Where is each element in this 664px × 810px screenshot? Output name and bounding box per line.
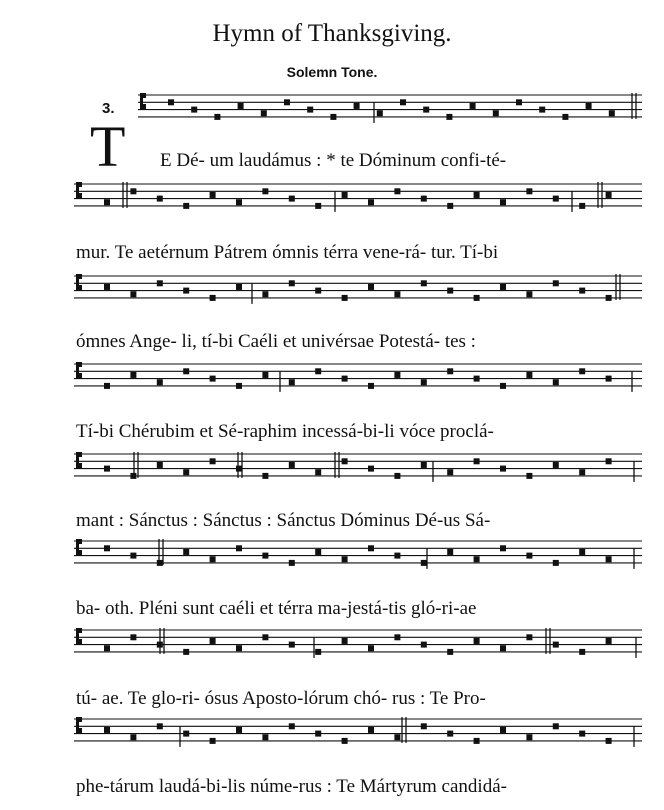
neume [553,462,559,468]
neume [400,99,406,105]
lyric-line: Tí-bi Chérubim et Sé-raphim incessá-bi-li vóce proclá- [76,421,494,442]
neume [526,372,532,378]
neume [130,734,136,740]
neume [368,727,374,733]
neume [500,727,506,733]
neume [474,738,480,744]
lyric-line: tú- ae. Te glo-ri- ósus Aposto-lórum chó- rus : Te Pro- [76,688,486,709]
neume [289,379,295,385]
neume [342,738,348,744]
neume [579,549,585,555]
neume [354,103,360,109]
neume [368,466,374,472]
neume [262,188,268,194]
neume [553,280,559,286]
neume [104,545,110,551]
neume [210,556,216,562]
neume [423,107,429,113]
neume [236,466,242,472]
neume [342,458,348,464]
neume [606,738,612,744]
do-clef-icon [76,362,82,378]
neume [315,469,321,475]
neume [289,280,295,286]
neume [262,734,268,740]
neume [447,549,453,555]
neume [104,645,110,651]
neume [342,192,348,198]
neume [526,473,532,479]
neume [262,634,268,640]
neume [307,107,313,113]
neume [157,723,163,729]
neume [421,462,427,468]
neume [210,192,216,198]
neume [606,638,612,644]
neume [157,560,163,566]
neume [157,462,163,468]
neume [210,376,216,382]
neume [262,553,268,559]
neume [606,295,612,301]
neume [446,114,452,120]
neume [474,556,480,562]
neume [500,545,506,551]
neume [330,114,336,120]
neume [368,199,374,205]
neume [183,288,189,294]
neume [526,734,532,740]
neume [474,376,480,382]
neume [342,295,348,301]
neume [262,291,268,297]
neume [500,645,506,651]
neume [210,638,216,644]
do-clef-icon [76,452,82,468]
neume [394,473,400,479]
neume [289,642,295,648]
neume [421,642,427,648]
neume [342,376,348,382]
neume [130,634,136,640]
neume [394,553,400,559]
lyric-line: E Dé- um laudámus : * te Dóminum confi-té- [160,150,507,171]
chant-staff-4 [0,356,664,404]
neume [421,723,427,729]
neume [421,196,427,202]
neume [130,291,136,297]
do-clef-icon [140,93,146,109]
neume [526,553,532,559]
chant-staff-7 [0,622,664,670]
neume [586,103,592,109]
neume [236,545,242,551]
neume [579,368,585,374]
neume [262,473,268,479]
neume [183,549,189,555]
tone-subtitle: Solemn Tone. [286,64,378,80]
neume [289,723,295,729]
chant-staff-6 [0,533,664,581]
neume [183,649,189,655]
neume [130,188,136,194]
neume [553,379,559,385]
neume [500,284,506,290]
lyric-line: mur. Te aetérnum Pátrem ómnis térra vene-rá- tur. Tí-bi [76,242,499,263]
neume [315,368,321,374]
neume [474,458,480,464]
neume [500,383,506,389]
neume [526,634,532,640]
neume [606,458,612,464]
neume [236,383,242,389]
neume [157,280,163,286]
neume [315,549,321,555]
hymn-title: Hymn of Thanksgiving. [212,20,452,47]
chant-staff-2 [0,176,664,224]
neume [261,110,267,116]
neume [474,638,480,644]
neume [562,114,568,120]
neume [130,473,136,479]
neume [315,203,321,209]
neume [104,383,110,389]
neume [284,99,290,105]
neume [421,379,427,385]
neume [606,556,612,562]
neume [183,368,189,374]
neume [474,192,480,198]
neume [368,545,374,551]
neume [315,731,321,737]
lyric-line: mant : Sánctus : Sánctus : Sánctus Dóminus Dé-us Sá- [76,510,491,531]
neume [214,114,220,120]
neume [421,560,427,566]
neume [168,99,174,105]
neume [447,203,453,209]
lyric-line: phe-tárum laudá-bi-lis núme-rus : Te Mártyrum candidá- [76,776,507,797]
neume [606,376,612,382]
neume [104,284,110,290]
neume [447,288,453,294]
neume [493,110,499,116]
neume [191,107,197,113]
neume [104,727,110,733]
neume [157,379,163,385]
neume [183,203,189,209]
neume [579,731,585,737]
neume [500,466,506,472]
lyric-line: ómnes Ange- li, tí-bi Caéli et univérsae Potestá- tes : [76,331,476,352]
do-clef-icon [76,628,82,644]
chant-staff-3 [0,268,664,316]
stanza-number: 3. [102,100,115,117]
neume [236,284,242,290]
neume [368,383,374,389]
neume [210,458,216,464]
neume [236,199,242,205]
do-clef-icon [76,274,82,290]
neume [236,645,242,651]
neume [368,645,374,651]
neume [157,642,163,648]
neume [394,291,400,297]
neume [315,288,321,294]
neume [289,560,295,566]
neume [539,107,545,113]
neume [470,103,476,109]
lyric-line: ba- oth. Pléni sunt caéli et térra ma-jestá-tis gló-ri-ae [76,598,477,619]
neume [130,372,136,378]
neume [447,469,453,475]
neume [368,284,374,290]
neume [183,731,189,737]
neume [553,560,559,566]
neume [342,556,348,562]
neume [236,727,242,733]
neume [447,649,453,655]
neume [394,634,400,640]
neume [579,469,585,475]
neume [516,99,522,105]
neume [104,466,110,472]
neume [183,469,189,475]
drop-cap-initial: T [90,114,126,179]
neume [394,372,400,378]
chant-staff-1 [0,87,664,135]
neume [500,199,506,205]
neume [377,110,383,116]
neume [553,642,559,648]
neume [609,110,615,116]
neume [238,103,244,109]
neume [579,288,585,294]
neume [262,372,268,378]
neume [210,738,216,744]
neume [289,196,295,202]
chant-staff-8 [0,711,664,759]
neume [289,462,295,468]
neume [157,196,163,202]
neume [579,649,585,655]
chant-staff-5 [0,446,664,494]
neume [104,199,110,205]
neume [315,649,321,655]
neume [606,192,612,198]
do-clef-icon [76,182,82,198]
neume [394,188,400,194]
neume [526,188,532,194]
neume [130,553,136,559]
neume [579,203,585,209]
neume [553,196,559,202]
neume [447,368,453,374]
neume [210,295,216,301]
neume [553,723,559,729]
neume [474,295,480,301]
neume [421,280,427,286]
do-clef-icon [76,539,82,555]
neume [526,291,532,297]
neume [447,731,453,737]
neume [394,734,400,740]
neume [342,638,348,644]
do-clef-icon [76,717,82,733]
